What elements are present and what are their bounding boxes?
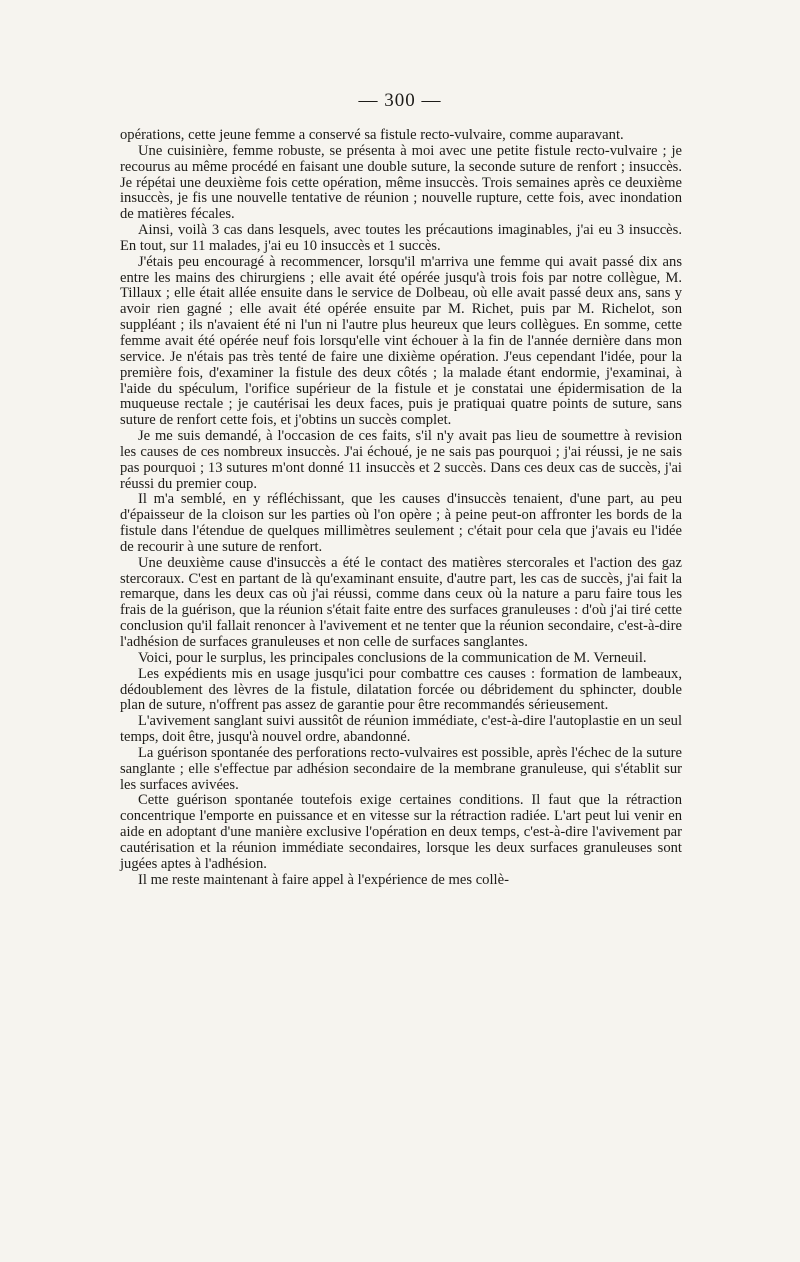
paragraph-3: Ainsi, voilà 3 cas dans lesquels, avec toutes les précautions imaginables, j'ai eu 3 insuccès. En tout, sur 11 malades, j'ai eu 10 insuccès et 1 succès.: [120, 222, 682, 254]
paragraph-4: J'étais peu encouragé à recommencer, lorsqu'il m'arriva une femme qui avait passé dix ans entre les mains des chirurgiens ; elle avait été opérée jusqu'à trois fois par notre collègue, M. Tillaux ; elle était allée ensuite dans le service de Dolbeau, où elle avait passé deux ans, sans y avoir rien gagné ; elle avait été opérée ensuite par M. Richet, puis par M. Richelot, son suppléant ; ils n'avaient été ni l'un ni l'autre plus heureux que leurs collègues. En somme, cette femme avait été opérée neuf fois lorsqu'elle vint échouer à la fin de l'année dernière dans mon service. Je n'étais pas très tenté de faire une dixième opération. J'eus cependant l'idée, pour la première fois, d'examiner la fistule des deux côtés ; la malade étant endormie, j'examinai, à l'aide du spéculum, l'orifice supérieur de la fistule et je constatai une épidermisation de la muqueuse rectale ; je cautérisai les deux faces, puis je pratiquai quatre points de suture, sans suture de renfort cette fois, et j'obtins un succès complet.: [120, 253, 682, 429]
paragraph-6: Il m'a semblé, en y réfléchissant, que les causes d'insuccès tenaient, d'une part, au peu d'épaisseur de la cloison sur les parties où l'on opère ; à peine peut-on affronter les bords de la fistule dans l'étendue de quelques millimètres seulement ; c'était pour cela que j'avais eu l'idée de recourir à une suture de renfort.: [120, 491, 682, 555]
page-number: — 300 —: [358, 90, 442, 111]
paragraph-10: L'avivement sanglant suivi aussitôt de réunion immédiate, c'est-à-dire l'autoplastie en un seul temps, doit être, jusqu'à nouvel ordre, abandonné.: [120, 713, 682, 746]
paragraph-7: Une deuxième cause d'insuccès a été le contact des matières stercorales et l'action des gaz stercoraux. C'est en partant de là qu'examinant ensuite, d'autre part, les cas de succès, j'ai fait la remarque, dans les deux cas où j'ai réussi, comme dans ceux où la nature a paru faire tous les frais de la guérison, que la réunion s'était faite entre des surfaces granuleuses : d'où j'ai tiré cette conclusion qu'il fallait renoncer à l'avivement et ne tenter que la réunion secondaire, c'est-à-dire l'adhésion de surfaces granuleuses et non celle de surfaces sanglantes.: [120, 554, 682, 650]
paragraph-8: Voici, pour le surplus, les principales conclusions de la communication de M. Verneuil.: [138, 649, 647, 666]
paragraph-1: opérations, cette jeune femme a conservé sa fistule recto-vulvaire, comme auparavant.: [120, 127, 624, 143]
paragraph-2: Une cuisinière, femme robuste, se présenta à moi avec une petite fistule recto-vulvaire ; je recourus au même procédé en faisant une double suture, la seconde suture de renfort ; insuccès. Je répétai une deuxième fois cette opération, même insuccès. Trois semaines après ce deuxième insuccès, je fis une nouvelle tentative de réunion ; nouvelle rupture, cette fois, avec inondation de matières fécales.: [120, 142, 682, 223]
paragraph-5: Je me suis demandé, à l'occasion de ces faits, s'il n'y avait pas lieu de soumettre à revision les causes de ces nombreux insuccès. J'ai échoué, je ne sais pas pourquoi ; j'ai réussi, je ne sais pas pourquoi ; 13 sutures m'ont donné 11 insuccès et 2 succès. Dans ces deux cas de succès, j'ai réussi du premier coup.: [120, 428, 682, 492]
paragraph-12: Cette guérison spontanée toutefois exige certaines conditions. Il faut que la rétraction concentrique l'emporte en puissance et en vitesse sur la rétraction radiée. L'art peut lui venir en aide en adoptant d'une manière exclusive l'opération en deux temps, c'est-à-dire l'avivement par cautérisation et la réunion immédiate secondaires, lorsque les deux surfaces granuleuses sont jugées aptes à l'adhésion.: [120, 792, 682, 872]
paragraph-9: Les expédients mis en usage jusqu'ici pour combattre ces causes : formation de lambeaux, dédoublement des lèvres de la fistule, dilatation forcée ou débridement du sphincter, double plan de suture, n'offrent pas assez de garantie pour être recommandés sérieusement.: [120, 665, 682, 714]
body-text: [120, 128, 682, 889]
paragraph-13: Il me reste maintenant à faire appel à l'expérience de mes collè-: [138, 871, 509, 888]
paragraph-11: La guérison spontanée des perforations recto-vulvaires est possible, après l'échec de la suture sanglante ; elle s'effectue par adhésion secondaire de la membrane granuleuse, qui s'établit sur les surfaces avivées.: [120, 744, 682, 793]
